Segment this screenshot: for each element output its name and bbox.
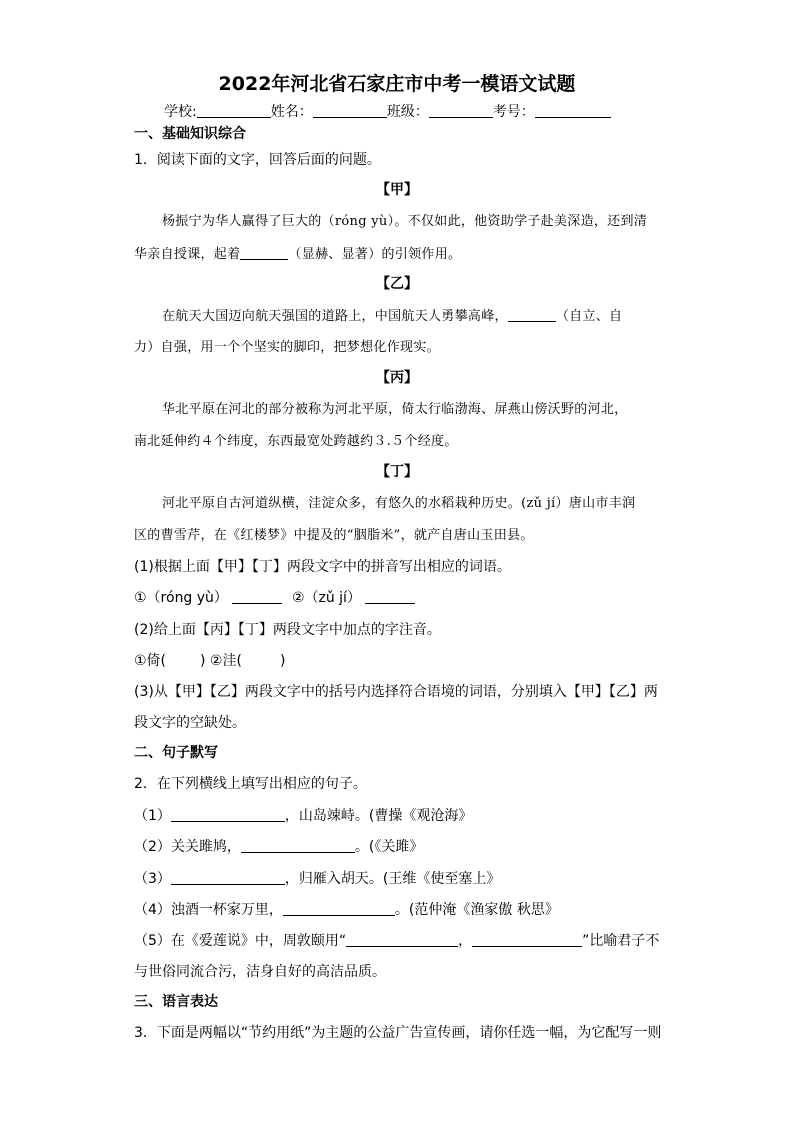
- passage-mark-jia: 【甲】: [376, 182, 418, 198]
- dictation-blank-5a[interactable]: [346, 931, 458, 947]
- passage-mark-bing: 【丙】: [376, 370, 418, 386]
- name-field[interactable]: [313, 102, 387, 118]
- question-1-stem: 1．阅读下面的文字，回答后面的问题。: [134, 152, 381, 168]
- answer-blank-rongyu[interactable]: [232, 588, 282, 604]
- dictation-blank-3[interactable]: [171, 869, 285, 885]
- school-label: 学校:: [164, 104, 197, 120]
- page-title: 2022年河北省石家庄市中考一模语文试题: [218, 73, 576, 95]
- passage-ding-line-2: 区的曹雪芹，在《红楼梦》中提及的“胭脂米”，就产自唐山玉田县。: [134, 528, 534, 543]
- school-field[interactable]: [197, 102, 271, 118]
- question-3-stem: 3．下面是两幅以“节约用纸”为主题的公益广告宣传画，请你任选一幅，为它配写一则: [134, 1025, 662, 1041]
- dictation-item-5-line-2: 与世俗同流合污，洁身自好的高洁品质。: [134, 964, 386, 980]
- subquestion-3-line-2: 段文字的空缺处。: [134, 715, 246, 731]
- passage-yi-line-2: 力）自强，用一个个坚实的脚印，把梦想化作现实。: [134, 340, 440, 355]
- dictation-item-1: （1） ，山岛竦峙。(曹操《观沧海》: [134, 808, 473, 824]
- exam-number-field[interactable]: [535, 102, 611, 118]
- dictation-item-4: （4）浊酒一杯家万里， 。(范仲淹《渔家傲 秋思》: [134, 902, 559, 918]
- passage-jia-line-2: 华亲自授课，起着 （显赫、显著）的引领作用。: [134, 244, 461, 265]
- dictation-blank-2[interactable]: [241, 837, 355, 853]
- blank-yi[interactable]: [508, 306, 556, 322]
- passage-bing-line-2: 南北延伸约４个纬度，东西最宽处跨越约３.５个经度。: [134, 434, 458, 449]
- section-heading-2: 二、句子默写: [134, 745, 218, 761]
- student-info-row: [164, 102, 611, 122]
- passage-mark-ding: 【丁】: [376, 464, 418, 480]
- passage-mark-yi: 【乙】: [376, 276, 418, 292]
- dictation-blank-4[interactable]: [283, 900, 395, 916]
- blank-jia[interactable]: [240, 244, 288, 260]
- dictation-item-2: （2）关关雎鸠， 。(《关雎》: [134, 839, 424, 855]
- name-label: 姓名：: [270, 104, 313, 120]
- section-heading-3: 三、语言表达: [134, 994, 218, 1010]
- answer-blank-zuji[interactable]: [365, 588, 415, 604]
- exam-number-label: 考号：: [492, 104, 535, 120]
- passage-ding-line-1: 河北平原自古河道纵横，洼淀众多，有悠久的水稻栽种历史。(zǔ jí）唐山市丰润: [162, 496, 636, 511]
- question-2-stem: 2．在下列横线上填写出相应的句子。: [134, 776, 367, 792]
- class-field[interactable]: [429, 102, 493, 118]
- section-heading-1: 一、基础知识综合: [134, 126, 246, 142]
- subquestion-2: (2)给上面【丙】【丁】两段文字中加点的字注音。: [134, 622, 441, 638]
- class-label: 班级：: [386, 104, 429, 120]
- passage-jia-line-1: 杨振宁为华人赢得了巨大的（róng yù）。不仅如此，他资助学子赴美深造，还到清: [162, 214, 648, 229]
- dictation-blank-5b[interactable]: [472, 931, 582, 947]
- dictation-blank-1[interactable]: [171, 806, 285, 822]
- subquestion-3-line-1: (3)从【甲】【乙】两段文字中的括号内选择符合语境的词语，分别填入【甲】【乙】两: [134, 684, 658, 700]
- dictation-item-3: （3） ，归雁入胡天。(王维《使至塞上》: [134, 871, 501, 887]
- subquestion-2-answers: ①倚( ) ②洼( ): [134, 653, 286, 669]
- subquestion-1-answers: ①（róng yù） ②（zǔ jí）: [134, 588, 415, 608]
- dictation-item-5: （5）在《爱莲说》中，周敦颐用“ ， ”比喻君子不: [134, 933, 660, 949]
- subquestion-1: (1)根据上面【甲】【丁】两段文字中的拼音写出相应的词语。: [134, 559, 511, 575]
- passage-yi-line-1: 在航天大国迈向航天强国的道路上，中国航天人勇攀高峰， （自立、自: [162, 306, 622, 327]
- passage-bing-line-1: 华北平原在河北的部分被称为河北平原，倚太行临渤海、屏燕山傍沃野的河北，: [162, 402, 628, 417]
